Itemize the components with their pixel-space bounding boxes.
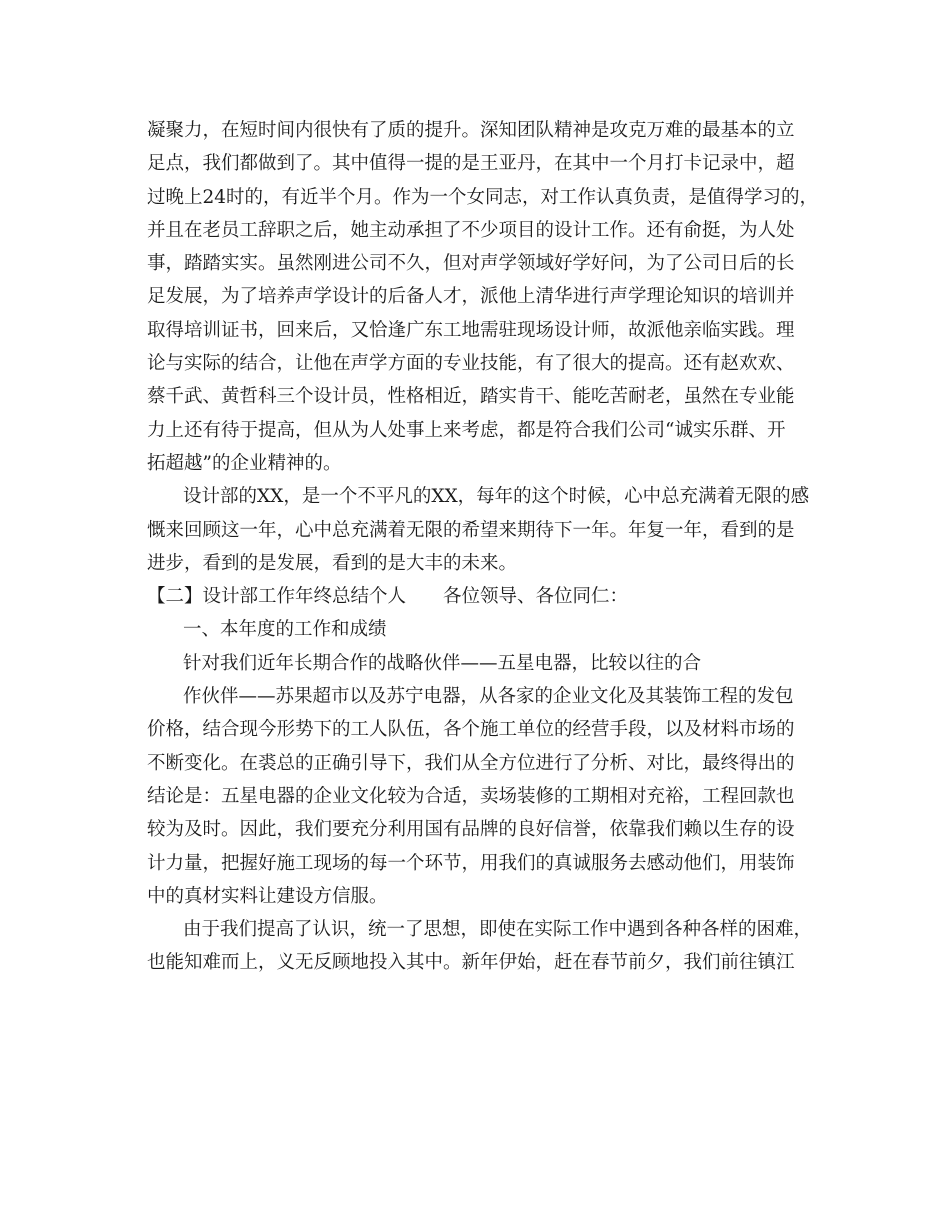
document-line: 也能知难而上，义无反顾地投入其中。新年伊始，赶在春节前夕，我们前往镇江 — [147, 952, 795, 974]
document-line: 足点，我们都做到了。其中值得一提的是王亚丹，在其中一个月打卡记录中，超 — [147, 153, 795, 175]
document-line: 力上还有待于提高，但从为人处事上来考虑，都是符合我们公司“诚实乐群、开 — [147, 419, 786, 441]
document-line: 事，踏踏实实。虽然刚进公司不久，但对声学领域好学好问，为了公司日后的长 — [147, 253, 795, 275]
document-line: 慨来回顾这一年，心中总充满着无限的希望来期待下一年。年复一年，看到的是 — [147, 519, 795, 541]
document-line: 足发展，为了培养声学设计的后备人才，派他上清华进行声学理论知识的培训并 — [147, 286, 795, 308]
document-line: 价格，结合现今形势下的工人队伍，各个施工单位的经营手段，以及材料市场的 — [147, 719, 795, 741]
document-line: 作伙伴——苏果超市以及苏宁电器，从各家的企业文化及其装饰工程的发包 — [183, 686, 794, 708]
document-line: 较为及时。因此，我们要充分利用国有品牌的良好信誉，依靠我们赖以生存的设 — [147, 819, 795, 841]
document-line: 并且在老员工辞职之后，她主动承担了不少项目的设计工作。还有俞挺，为人处 — [147, 219, 795, 241]
document-line: 进步，看到的是发展，看到的是大丰的未来。 — [147, 552, 518, 574]
document-line: 针对我们近年长期合作的战略伙伴——五星电器，比较以往的合 — [183, 652, 702, 674]
document-line: 由于我们提高了认识，统一了思想，即使在实际工作中遇到各种各样的困难， — [183, 919, 813, 941]
document-line: 凝聚力，在短时间内很快有了质的提升。深知团队精神是攻克万难的最基本的立 — [147, 120, 795, 141]
document-body — [147, 114, 827, 980]
document-line: 不断变化。在裘总的正确引导下，我们从全方位进行了分析、对比，最终得出的 — [147, 752, 795, 774]
document-line: 结论是：五星电器的企业文化较为合适，卖场装修的工期相对充裕，工程回款也 — [147, 785, 795, 807]
document-line: 拓超越”的企业精神的。 — [147, 452, 342, 474]
document-line: 过晚上24时的，有近半个月。作为一个女同志，对工作认真负责，是值得学习的， — [147, 186, 819, 208]
document-line: 设计部的XX，是一个不平凡的XX，每年的这个时候，心中总充满着无限的感 — [183, 486, 810, 508]
document-line: 计力量，把握好施工现场的每一个环节，用我们的真诚服务去感动他们，用装饰 — [147, 852, 795, 874]
document-line: 中的真材实料让建设方信服。 — [147, 885, 388, 907]
document-line: 【二】设计部工作年终总结个人 各位领导、各位同仁： — [147, 586, 629, 608]
document-line: 一、本年度的工作和成绩 — [183, 619, 387, 641]
document-line: 取得培训证书，回来后，又恰逢广东工地需驻现场设计师，故派他亲临实践。理 — [147, 319, 795, 341]
document-line: 论与实际的结合，让他在声学方面的专业技能，有了很大的提高。还有赵欢欢、 — [147, 353, 795, 375]
document-line: 蔡千武、黄哲科三个设计员，性格相近，踏实肯干、能吃苦耐老，虽然在专业能 — [147, 386, 795, 408]
